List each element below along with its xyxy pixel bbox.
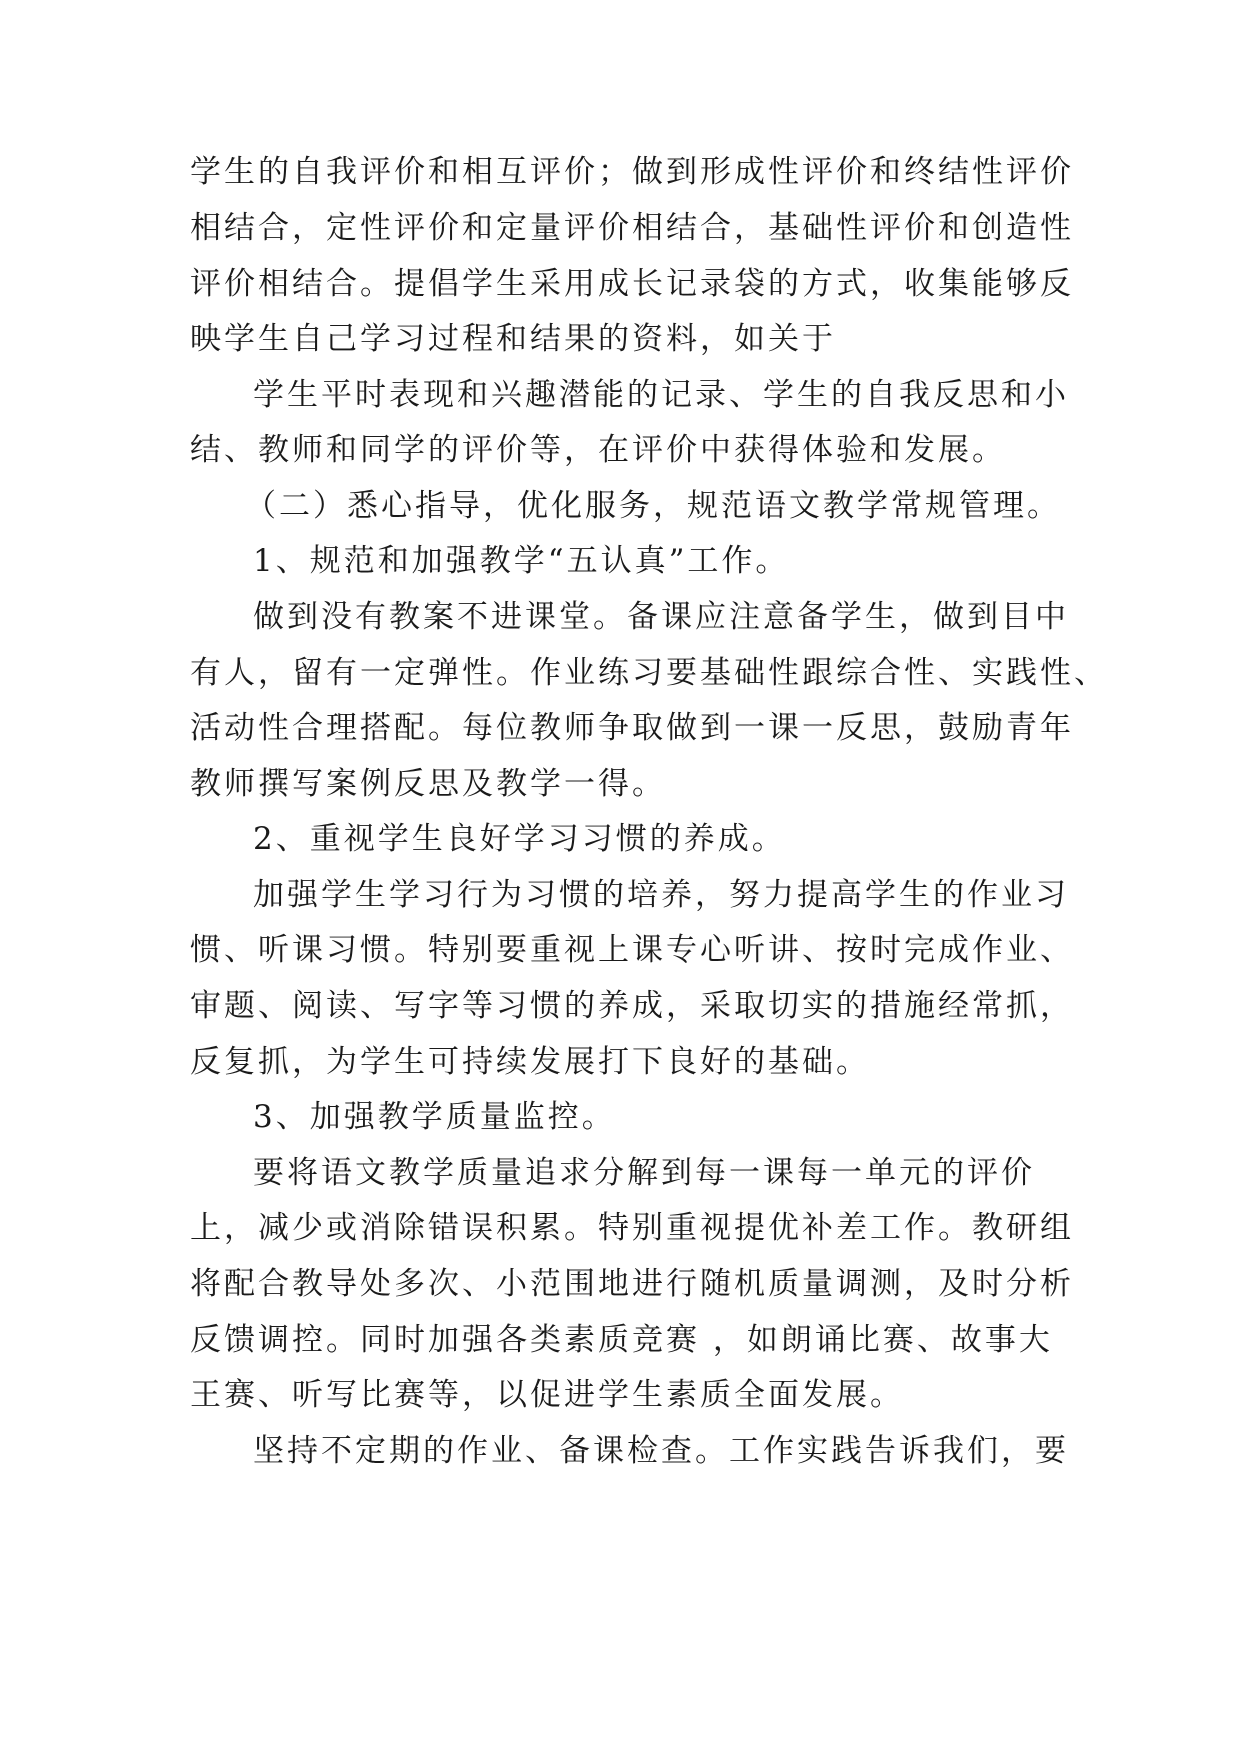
text-line: 映学生自己学习过程和结果的资料，如关于 — [190, 321, 836, 357]
text-line: 活动性合理搭配。每位教师争取做到一课一反思，鼓励青年 — [190, 710, 1074, 746]
text-line: 王赛、听写比赛等，以促进学生素质全面发展。 — [190, 1377, 904, 1413]
text-line: 反复抓，为学生可持续发展打下良好的基础。 — [190, 1044, 870, 1080]
subheading: 2、重视学生良好学习习惯的养成。 — [253, 821, 786, 857]
text-line: 将配合教导处多次、小范围地进行随机质量调测，及时分析 — [190, 1266, 1074, 1302]
text-line: 上，减少或消除错误积累。特别重视提优补差工作。教研组 — [190, 1210, 1074, 1246]
text-line: 评价相结合。提倡学生采用成长记录袋的方式，收集能够反 — [190, 266, 1074, 302]
text-line: 做到没有教案不进课堂。备课应注意备学生，做到目中 — [253, 599, 1069, 635]
subheading: 3、加强教学质量监控。 — [253, 1099, 616, 1135]
text-line: 有人，留有一定弹性。作业练习要基础性跟综合性、实践性、 — [190, 655, 1108, 691]
text-line: 结、教师和同学的评价等，在评价中获得体验和发展。 — [190, 432, 1006, 468]
text-line: 反馈调控。同时加强各类素质竞赛 ，如朗诵比赛、故事大 — [190, 1322, 1053, 1358]
text-line: 坚持不定期的作业、备课检查。工作实践告诉我们，要 — [253, 1433, 1069, 1469]
text-line: 惯、听课习惯。特别要重视上课专心听讲、按时完成作业、 — [190, 932, 1074, 968]
text-line: 教师撰写案例反思及教学一得。 — [190, 766, 666, 802]
text-line: 要将语文教学质量追求分解到每一课每一单元的评价 — [253, 1155, 1035, 1191]
text-line: 学生平时表现和兴趣潜能的记录、学生的自我反思和小 — [253, 377, 1069, 413]
text-line: 学生的自我评价和相互评价；做到形成性评价和终结性评价 — [190, 154, 1074, 190]
text-line: 相结合，定性评价和定量评价相结合，基础性评价和创造性 — [190, 210, 1074, 246]
text-line: 审题、阅读、写字等习惯的养成，采取切实的措施经常抓， — [190, 988, 1074, 1024]
text-line: 加强学生学习行为习惯的培养，努力提高学生的作业习 — [253, 877, 1069, 913]
section-heading: （二）悉心指导，优化服务，规范语文教学常规管理。 — [245, 488, 1061, 524]
subheading: 1、规范和加强教学“五认真”工作。 — [253, 543, 790, 579]
